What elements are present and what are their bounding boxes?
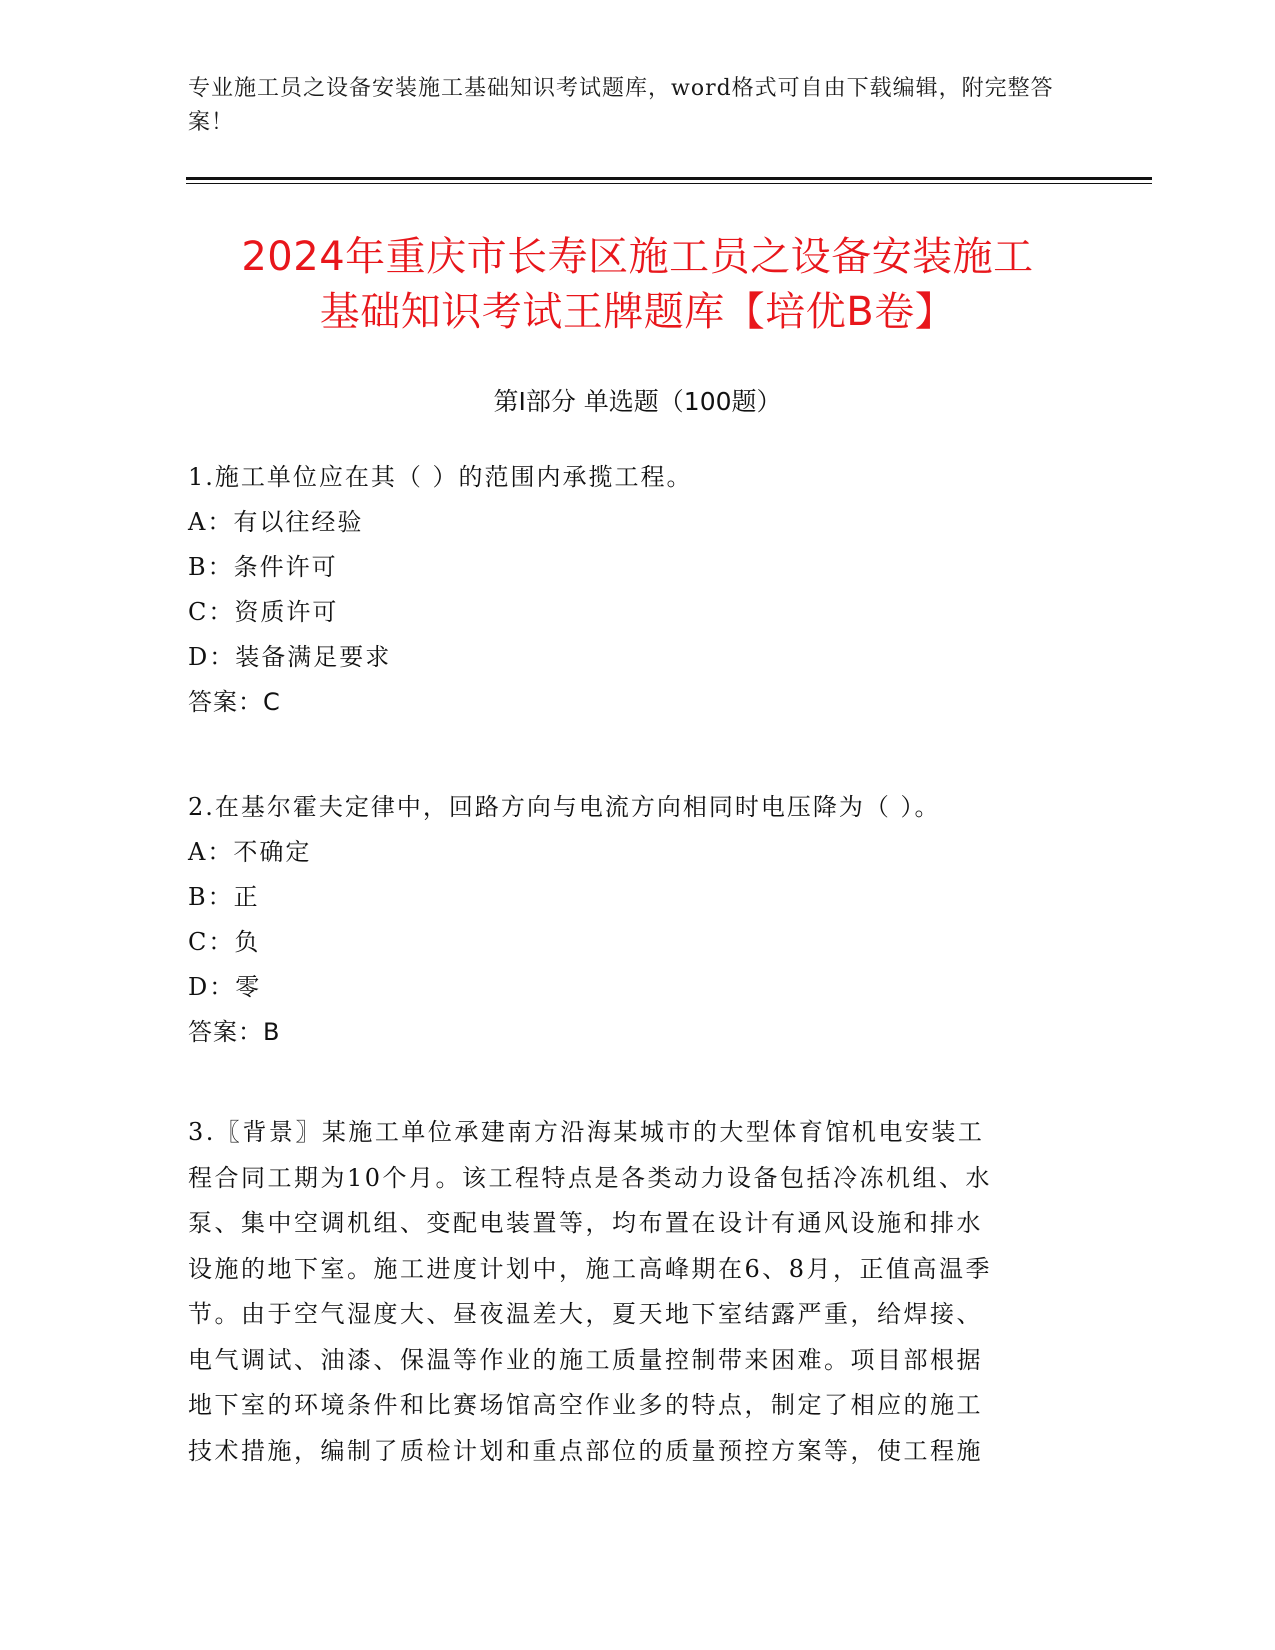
question-stem-line: 电气调试、油漆、保温等作业的施工质量控制带来困难。项目部根据 — [188, 1345, 983, 1374]
option-c: C：负 — [188, 928, 261, 956]
document-title-line-1: 2024年重庆市长寿区施工员之设备安装施工 — [241, 234, 1034, 280]
question-stem-line: 3.〖背景〗某施工单位承建南方沿海某城市的大型体育馆机电安装工 — [188, 1118, 985, 1146]
document-title-line-2: 基础知识考试王牌题库【培优B卷】 — [319, 289, 956, 335]
question-stem-line: 节。由于空气湿度大、昼夜温差大，夏天地下室结露严重，给焊接、 — [188, 1300, 983, 1328]
option-a: A：不确定 — [188, 838, 312, 866]
question-stem-line: 设施的地下室。施工进度计划中，施工高峰期在6、8月，正值高温季 — [188, 1254, 993, 1283]
question-stem-line: 技术措施，编制了质检计划和重点部位的质量预控方案等，使工程施 — [188, 1436, 983, 1465]
header-rule-thin — [186, 183, 1152, 184]
option-d: D：零 — [188, 973, 262, 1001]
document-title — [150, 230, 1125, 340]
question-stem-line: 地下室的环境条件和比赛场馆高空作业多的特点，制定了相应的施工 — [188, 1391, 983, 1419]
answer: 答案：C — [188, 688, 281, 716]
option-d: D：装备满足要求 — [188, 643, 392, 671]
section-heading: 第I部分 单选题（100题） — [493, 387, 782, 416]
question-2 — [188, 785, 1068, 1055]
option-b: B：条件许可 — [188, 553, 338, 581]
question-1 — [188, 455, 1068, 725]
option-a: A：有以往经验 — [188, 508, 364, 536]
header-rule-thick — [186, 177, 1152, 180]
question-3 — [188, 1110, 1068, 1474]
header-note: 专业施工员之设备安装施工基础知识考试题库，word格式可自由下载编辑，附完整答案！ — [188, 76, 1054, 135]
option-c: C：资质许可 — [188, 598, 339, 626]
question-stem-line: 泵、集中空调机组、变配电装置等，均布置在设计有通风设施和排水 — [188, 1209, 983, 1237]
answer: 答案：B — [188, 1018, 281, 1046]
question-stem: 1.施工单位应在其（ ）的范围内承揽工程。 — [188, 463, 693, 491]
option-b: B：正 — [188, 883, 260, 911]
question-stem: 2.在基尔霍夫定律中，回路方向与电流方向相同时电压降为（ ）。 — [188, 793, 941, 821]
question-stem-line: 程合同工期为10个月。该工程特点是各类动力设备包括冷冻机组、水 — [188, 1163, 993, 1192]
